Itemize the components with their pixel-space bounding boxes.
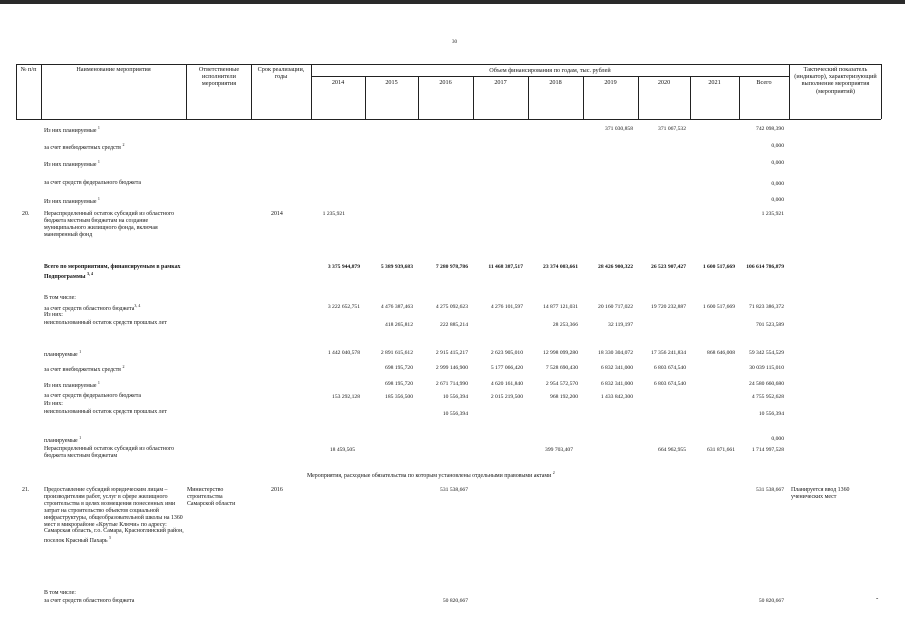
fed-unused-label: неиспользованный остаток средств прошлых лет [44, 409, 167, 415]
undistributed-label: Нераспределенный остаток субсидий из областного бюджета местным бюджетам [44, 446, 175, 459]
obl-2020: 19 720 232,887 [651, 304, 686, 310]
header-year-2015: 2015 [385, 79, 398, 86]
row-fed-total: 0,000 [771, 181, 784, 187]
total-all-2018: 23 374 003,661 [543, 264, 578, 270]
row-fed-planned-label: Из них планируемые $^1$ [44, 196, 100, 205]
unused-2019: 32 119,197 [608, 322, 633, 328]
row-planned-2020: 371 067,532 [658, 126, 686, 132]
unused-label: неиспользованный остаток средств прошлых лет [44, 320, 167, 326]
obl-2015: 4 476 387,463 [380, 304, 413, 310]
extra-2019: 6 832 341,000 [600, 365, 633, 371]
extra-2020: 6 803 674,540 [653, 365, 686, 371]
planned-2014: 1 442 040,578 [327, 350, 360, 356]
header-year-2020: 2020 [657, 79, 671, 86]
row-21-obl-2016: 50 820,667 [442, 598, 468, 604]
row-21-number: 21. [22, 487, 30, 493]
header-indicator: Тактический показатель (индикатор), характеризующий выполнение мероприятия (мероприятий) [794, 66, 877, 95]
planned-2015: 2 891 615,612 [380, 350, 413, 356]
extra-planned-2017: 4 620 161,840 [490, 381, 523, 387]
header-bottom-line [16, 119, 881, 120]
undistributed-total: 1 714 997,528 [751, 447, 784, 453]
unused-2016: 222 885,214 [440, 322, 468, 328]
row-21-2016: 531 538,667 [440, 487, 468, 493]
row-planned-total: 742 098,390 [756, 126, 784, 132]
fed-2015: 185 356,500 [385, 394, 413, 400]
unused-2018: 28 253,366 [552, 322, 578, 328]
extra-planned-2016: 2 671 714,990 [435, 381, 468, 387]
row-21-indicator: Планируется ввод 1360 ученических мест [791, 487, 850, 500]
row-extra-planned-total: 0,000 [771, 160, 784, 166]
row-20-label: Нераспределенный остаток субсидий из областного бюджета местным бюджетам на создание муниципального жилищного фонда, включая маневренный фонд [44, 211, 175, 238]
fed-of-them-label: Из них: [44, 401, 63, 407]
row-extra-planned-label: Из них планируемые $^1$ [44, 159, 100, 168]
planned-label: планируемые $^1$ [44, 349, 82, 358]
row-21-label: Предоставление субсидий юридическим лицам – производителям работ, услуг в сфере жилищного строительства в целях возмещения понесенных ими затрат на строительство объектов социальной инфраструктуры, общеобразовательной школы на 1360 мест в микрорайоне «Крутые Ключи» по адресу: Самарская область, г.о. Самара, Красноглинский район, поселок Красный Пахарь $^5$ [44, 487, 184, 545]
obl-2019: 20 160 717,022 [598, 304, 633, 310]
extra-2015: 698 195,720 [385, 365, 413, 371]
undistributed-2018: 399 703,407 [545, 447, 573, 453]
total-all-2021: 1 600 517,669 [702, 264, 735, 270]
extra-2018: 7 528 690,430 [545, 365, 578, 371]
fed-2017: 2 015 219,500 [490, 394, 523, 400]
planned-2021: 868 646,008 [707, 350, 735, 356]
fed-2018: 968 192,200 [550, 394, 578, 400]
unused-total: 701 523,589 [756, 322, 784, 328]
extra-2017: 5 177 066,420 [490, 365, 523, 371]
fed-label: за счет средств федерального бюджета [44, 393, 142, 399]
undistributed-2014: 18 459,505 [329, 447, 355, 453]
row-fed-planned-total: 0,000 [771, 197, 784, 203]
undistributed-2021: 631 871,661 [707, 447, 735, 453]
row-20-period: 2014 [271, 211, 283, 217]
incl-label: В том числе: [44, 295, 76, 301]
extra-planned-2020: 6 803 674,540 [653, 381, 686, 387]
header-year-2021: 2021 [708, 79, 721, 86]
scan-top-border [0, 0, 905, 4]
planned-2020: 17 356 241,834 [651, 350, 686, 356]
obl-2018: 14 877 121,031 [543, 304, 578, 310]
fed-planned-total: 0,000 [771, 436, 784, 442]
total-all-2016: 7 280 978,786 [435, 264, 468, 270]
fed-planned-label: планируемые $^1$ [44, 435, 82, 444]
total-all-2014: 3 375 944,879 [327, 264, 360, 270]
row-20-total: 1 235,921 [761, 211, 784, 217]
section-title: Мероприятия, расходные обязательства по которым установлены отдельными правовыми актами $^2$ [307, 470, 555, 479]
extra-total: 30 039 115,010 [749, 365, 784, 371]
scan-mark: - [876, 594, 879, 602]
header-number: № п/п [20, 66, 37, 73]
header-period: Срок реализации, годы [257, 66, 305, 81]
obl-total: 71 823 386,372 [749, 304, 784, 310]
total-all-total: 106 614 786,879 [746, 264, 784, 270]
row-21-obl-total: 50 820,667 [758, 598, 784, 604]
fed-unused-2016: 10 556,394 [442, 411, 468, 417]
obl-2016: 4 275 092,623 [435, 304, 468, 310]
planned-2019: 18 330 304,072 [598, 350, 633, 356]
row-20-number: 20. [22, 211, 30, 217]
fed-unused-total: 10 556,394 [758, 411, 784, 417]
extra-label: за счет внебюджетных средств $^2$ [44, 364, 125, 373]
fed-total: 4 755 952,628 [751, 394, 784, 400]
header-year-2018: 2018 [549, 79, 562, 86]
extra-planned-total: 24 580 660,680 [749, 381, 784, 387]
planned-2016: 2 915 415,217 [435, 350, 468, 356]
fed-2016: 10 556,394 [442, 394, 468, 400]
extra-planned-2018: 2 954 572,570 [545, 381, 578, 387]
planned-2017: 2 623 905,010 [490, 350, 523, 356]
obl-2014: 3 222 652,751 [327, 304, 360, 310]
row-extra-label: за счет внебюджетных средств $^2$ [44, 142, 125, 151]
row-21-executor: Министерство строительства Самарской области [187, 487, 236, 507]
header-year-2019: 2019 [604, 79, 617, 86]
row-planned-2019: 371 030,858 [605, 126, 633, 132]
row-21-period: 2016 [271, 487, 283, 493]
unused-2015: 418 265,812 [385, 322, 413, 328]
undistributed-2020: 664 962,955 [658, 447, 686, 453]
header-executor: Ответственные исполнители мероприятия [198, 66, 240, 88]
total-all-2015: 5 389 939,683 [380, 264, 413, 270]
row-extra-total: 0,000 [771, 143, 784, 149]
row-21-incl-label: В том числе: [44, 590, 76, 596]
total-all-2017: 11 468 387,517 [488, 264, 523, 270]
row-20-2014: 1 235,921 [322, 211, 345, 217]
row-21-total: 531 538,667 [756, 487, 784, 493]
header-year-2016: 2016 [439, 79, 452, 86]
header-year-2014: 2014 [331, 79, 345, 86]
total-all-2019: 28 426 900,322 [598, 264, 633, 270]
extra-planned-2019: 6 832 341,000 [600, 381, 633, 387]
fed-2014: 153 292,128 [332, 394, 360, 400]
total-all-label: Всего по мероприятиям, финансируемым в рамках Подпрограммы $^{3, 4}$ [44, 264, 181, 280]
header-top-line [16, 64, 881, 65]
extra-planned-2015: 698 195,720 [385, 381, 413, 387]
page-number: 30 [452, 40, 457, 45]
row-21-obl-label: за счет средств областного бюджета [44, 598, 135, 604]
row-planned-label: Из них планируемые $^1$ [44, 125, 100, 134]
row-fed-label: за счет средств федерального бюджета [44, 180, 142, 186]
header-name: Наименование мероприятия [76, 66, 151, 73]
of-them-label: Из них: [44, 312, 63, 318]
obl-label: за счет средств областного бюджета$^{3, 4}$ [44, 303, 141, 312]
extra-planned-label: Из них планируемые $^1$ [44, 380, 100, 389]
planned-total: 59 342 554,529 [749, 350, 784, 356]
header-year-2017: 2017 [494, 79, 507, 86]
obl-2017: 4 276 101,597 [490, 304, 523, 310]
extra-2016: 2 999 146,900 [435, 365, 468, 371]
planned-2018: 12 998 099,280 [543, 350, 578, 356]
fed-2019: 1 433 842,300 [600, 394, 633, 400]
header-total: Всего [756, 79, 772, 86]
total-all-2020: 26 523 907,427 [651, 264, 686, 270]
header-funding: Объем финансирования по годам, тыс. рублей [489, 67, 611, 74]
header-years-line [311, 76, 789, 77]
obl-2021: 1 600 517,669 [702, 304, 735, 310]
